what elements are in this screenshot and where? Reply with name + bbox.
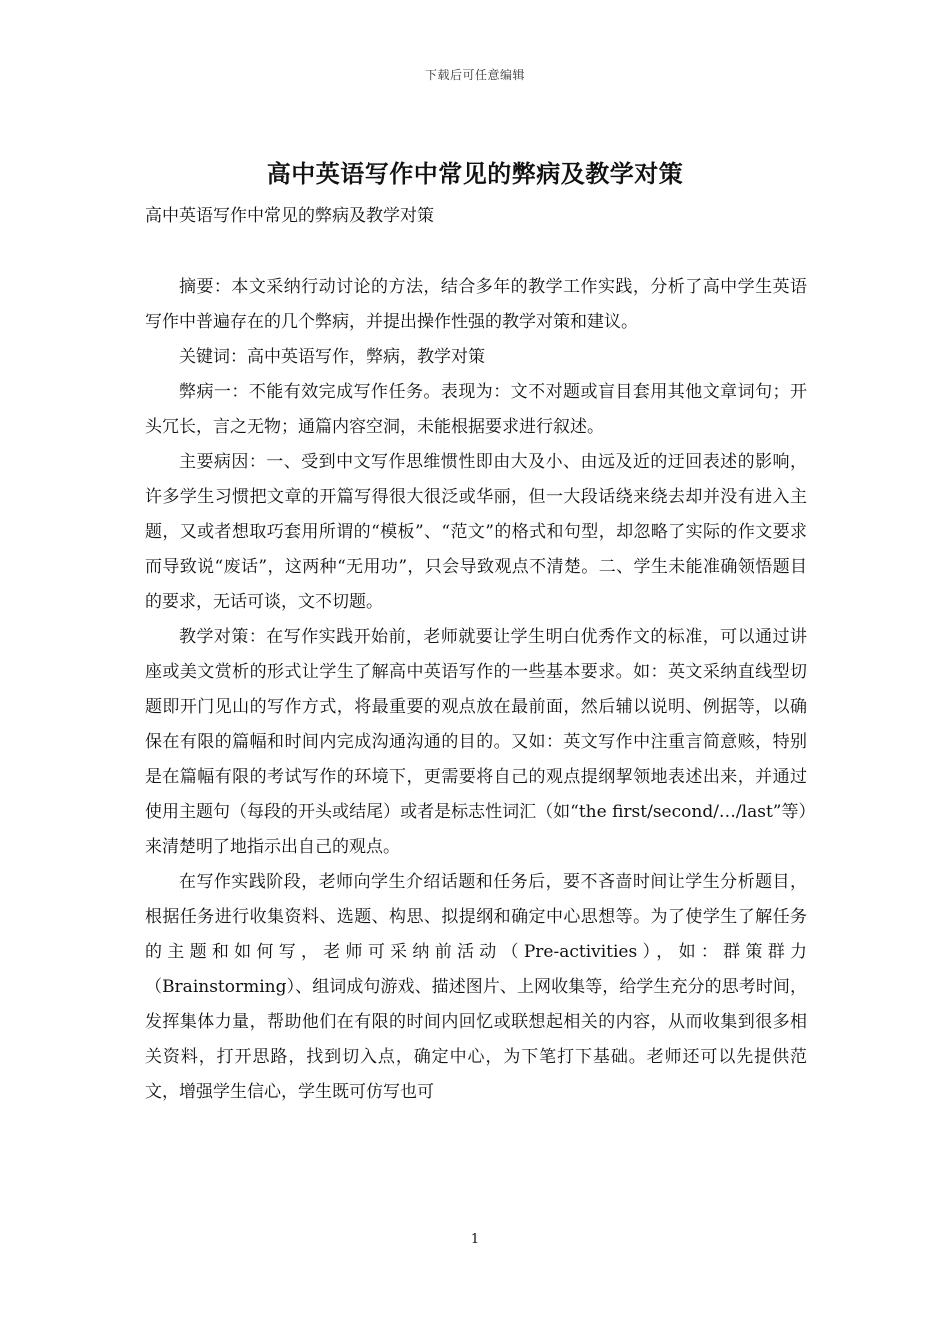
page-number: 1 bbox=[470, 1232, 480, 1247]
header-note: 下载后可任意编辑 bbox=[424, 68, 525, 82]
document-title: 高中英语写作中常见的弊病及教学对策 bbox=[266, 159, 684, 188]
abstract-paragraph: 摘要：本文采纳行动讨论的方法，结合多年的教学工作实践，分析了高中学生英语写作中普遍存在的几个弊病，并提出操作性强的教学对策和建议。 bbox=[145, 277, 807, 332]
writing-practice-paragraph: 在写作实践阶段，老师向学生介绍话题和任务后，要不吝啬时间让学生分析题目，根据任务进行收集资料、选题、构思、拟提纲和确定中心思想等。为了使学生了解任务的主题和如何写，老师可采纳前活动（Pre-activities），如：群策群力（Brainstorming）、组词成句游戏、描述图片、上网收集等，给学生充分的思考时间，发挥集体力量，帮助他们在有限的时间内回忆或联想起相关的内容，从而收集到很多相关资料，打开思路，找到切入点，确定中心，为下笔打下基础。老师还可以先提供范文，增强学生信心，学生既可仿写也可 bbox=[145, 872, 807, 1102]
problem-one-paragraph: 弊病一：不能有效完成写作任务。表现为：文不对题或盲目套用其他文章词句；开头冗长，言之无物；通篇内容空洞，未能根据要求进行叙述。 bbox=[145, 382, 807, 437]
document-subtitle: 高中英语写作中常见的弊病及教学对策 bbox=[145, 206, 434, 226]
main-causes-paragraph: 主要病因：一、受到中文写作思维惯性即由大及小、由远及近的迂回表述的影响，许多学生习惯把文章的开篇写得很大很泛或华丽，但一大段话绕来绕去却并没有进入主题，又或者想取巧套用所谓的“模板”、“范文”的格式和句型，却忽略了实际的作文要求而导致说“废话”，这两种“无用功”，只会导致观点不清楚。二、学生未能准确领悟题目的要求，无话可谈，文不切题。 bbox=[145, 452, 807, 612]
keywords-paragraph: 关键词：高中英语写作，弊病，教学对策 bbox=[179, 347, 485, 367]
teaching-strategy-paragraph: 教学对策：在写作实践开始前，老师就要让学生明白优秀作文的标准，可以通过讲座或美文赏析的形式让学生了解高中英语写作的一些基本要求。如：英文采纳直线型切题即开门见山的写作方式，将最重要的观点放在最前面，然后辅以说明、例据等，以确保在有限的篇幅和时间内完成沟通沟通的目的。又如：英文写作中注重言简意赅，特别是在篇幅有限的考试写作的环境下，更需要将自己的观点提纲挈领地表述出来，并通过使用主题句（每段的开头或结尾）或者是标志性词汇（如“the first/second/…/last”等）来清楚明了地指示出自己的观点。 bbox=[145, 627, 807, 857]
body-text bbox=[145, 270, 807, 1110]
